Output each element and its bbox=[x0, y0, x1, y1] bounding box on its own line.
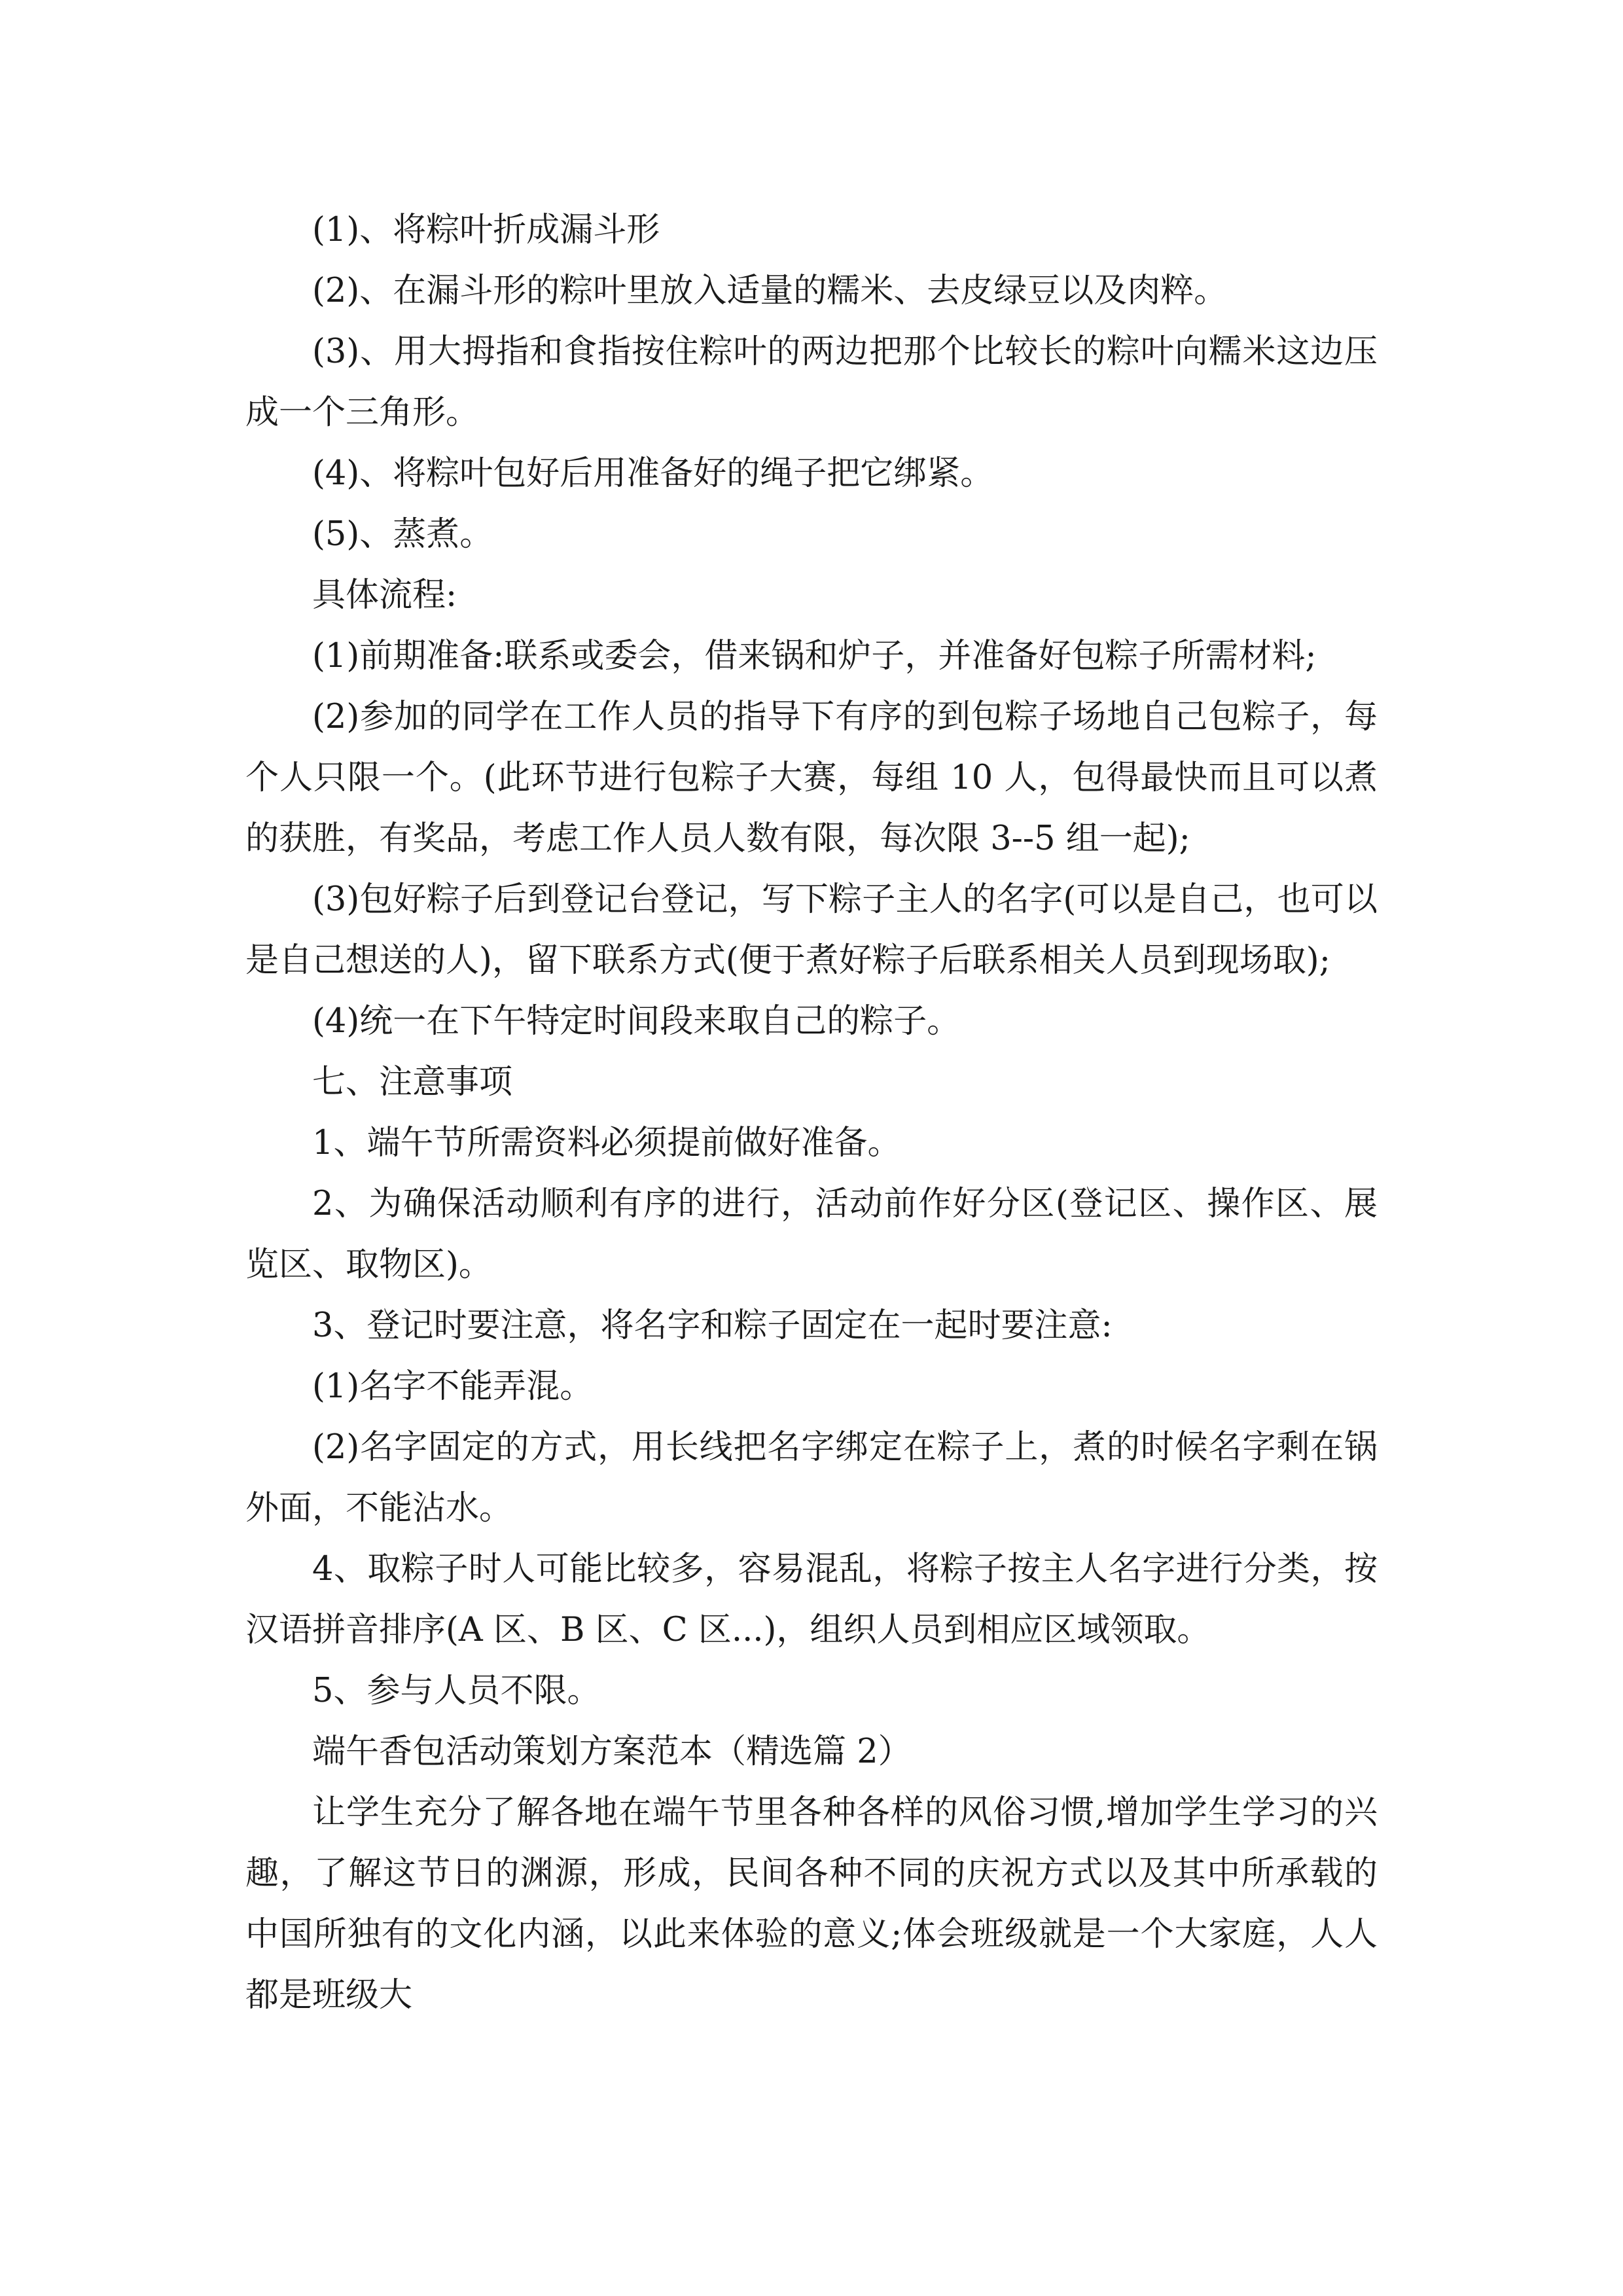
paragraph-step-5: (5)、蒸煮。 bbox=[312, 515, 493, 554]
paragraph-note-2: 2、为确保活动顺利有序的进行，活动前作好分区(登记区、操作区、展览区、取物区)。 bbox=[245, 1185, 1378, 1284]
paragraph-step-2: (2)、在漏斗形的粽叶里放入适量的糯米、去皮绿豆以及肉粹。 bbox=[312, 272, 1228, 310]
section-title-2: 端午香包活动策划方案范本（精选篇 2） bbox=[312, 1732, 912, 1771]
paragraph-note-3-1: (1)名字不能弄混。 bbox=[312, 1367, 594, 1406]
paragraph-process-3: (3)包好粽子后到登记台登记，写下粽子主人的名字(可以是自己，也可以是自己想送的人)，留下联系方式(便于煮好粽子后联系相关人员到现场取); bbox=[245, 880, 1378, 980]
paragraph-intro: 让学生充分了解各地在端午节里各种各样的风俗习惯,增加学生学习的兴趣，了解这节日的渊源，形成，民间各种不同的庆祝方式以及其中所承载的中国所独有的文化内涵，以此来体验的意义;体会班级就是一个大家庭，人人都是班级大 bbox=[245, 1793, 1378, 2015]
paragraph-process-4: (4)统一在下午特定时间段来取自己的粽子。 bbox=[312, 1002, 961, 1041]
paragraph-step-1: (1)、将粽叶折成漏斗形 bbox=[312, 211, 660, 249]
section-heading-notes: 七、注意事项 bbox=[312, 1063, 513, 1102]
paragraph-note-3: 3、登记时要注意，将名字和粽子固定在一起时要注意: bbox=[312, 1306, 1113, 1345]
paragraph-note-5: 5、参与人员不限。 bbox=[312, 1672, 601, 1710]
paragraph-step-3: (3)、用大拇指和食指按住粽叶的两边把那个比较长的粽叶向糯米这边压成一个三角形。 bbox=[245, 332, 1378, 432]
paragraph-step-4: (4)、将粽叶包好后用准备好的绳子把它绑紧。 bbox=[312, 454, 994, 493]
paragraph-note-1: 1、端午节所需资料必须提前做好准备。 bbox=[312, 1124, 901, 1162]
paragraph-note-4: 4、取粽子时人可能比较多，容易混乱，将粽子按主人名字进行分类，按汉语拼音排序(A 区、B 区、C 区...)，组织人员到相应区域领取。 bbox=[245, 1550, 1378, 1649]
paragraph-note-3-2: (2)名字固定的方式，用长线把名字绑定在粽子上，煮的时候名字剩在锅外面，不能沾水。 bbox=[245, 1428, 1378, 1528]
paragraph-process-2: (2)参加的同学在工作人员的指导下有序的到包粽子场地自己包粽子，每个人只限一个。(此环节进行包粽子大赛，每组 10 人，包得最快而且可以煮的获胜，有奖品，考虑工作人员人数有限，每次限 3--5 组一起); bbox=[245, 698, 1378, 858]
document-body bbox=[245, 200, 1378, 2026]
paragraph-process-1: (1)前期准备:联系或委会，借来锅和炉子，并准备好包粽子所需材料; bbox=[312, 637, 1317, 675]
paragraph-process-heading: 具体流程: bbox=[312, 576, 457, 615]
